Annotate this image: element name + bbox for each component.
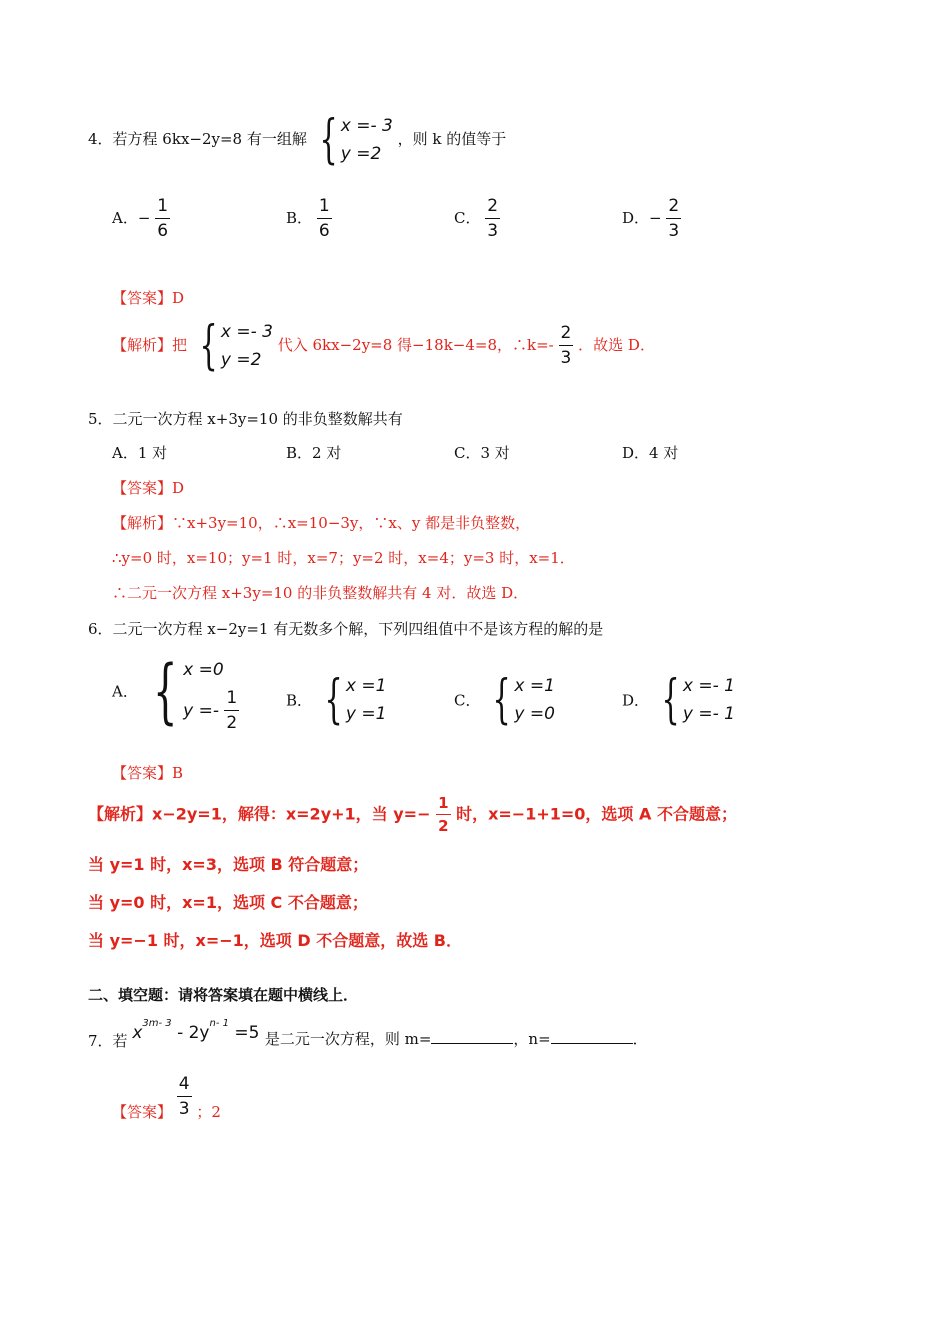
q6-analysis-line1-text: 【解析】x−2y=1，解得：x=2y+1，当 y=− [88, 804, 431, 824]
q6-option-d-system: { x =- 1 y =- 1 [661, 670, 735, 730]
q6-option-b-system: { x =1 y =1 [324, 670, 387, 730]
q5-option-b: B．2 对 [286, 444, 342, 462]
q6-option-b-line2: y =1 [345, 704, 387, 724]
q4-analysis [112, 318, 655, 374]
q6-option-b-label: B． [286, 691, 313, 710]
q7-equation [132, 1018, 265, 1043]
q6-analysis-line2: 当 y=1 时，x=3，选项 B 符合题意； [88, 855, 369, 874]
q4-stem-text: 4．若方程 6kx−2y=8 有一组解 [88, 130, 307, 148]
q5-stem: 5．二元一次方程 x+3y=10 的非负整数解共有 [88, 410, 403, 428]
q4-sys-line2: y =2 [340, 144, 382, 164]
q6-analysis-line1-end: 时，x=−1+1=0，选项 A 不合题意； [456, 804, 737, 824]
q6-analysis-line1 [88, 796, 737, 834]
q5-analysis-line2: ∴y=0 时，x=10；y=1 时，x=7；y=2 时，x=4；y=3 时，x=1． [112, 549, 575, 567]
q4-analysis-body: 代入 6kx−2y=8 得−18k−4=8，∴k=- [277, 336, 554, 354]
q7-stem-mid: 是二元一次方程，则 m= [264, 1030, 432, 1048]
q6-analysis-line3: 当 y=0 时，x=1，选项 C 不合题意； [88, 893, 368, 912]
q4-analysis-fraction: $\frac{2}{3}$ [560, 323, 572, 368]
section-2-heading: 二、填空题：请将答案填在题中横线上． [88, 986, 359, 1004]
q7-answer-fraction: $\frac{4}{3}$ [178, 1074, 190, 1119]
q4-option-d-fraction: $\frac{2}{3}$ [668, 196, 680, 241]
q6-option-c-label: C． [454, 691, 481, 710]
q7-stem [88, 1018, 648, 1051]
q4-option-b [286, 198, 332, 240]
q4-sys-line1: x =- 3 [340, 116, 393, 136]
q6-option-d-line1: x =- 1 [682, 676, 735, 696]
q4-option-a [112, 198, 170, 240]
q5-option-d: D．4 对 [622, 444, 679, 462]
q6-option-d-label: D． [622, 691, 650, 710]
q5-answer: 【答案】D [112, 479, 185, 497]
q4-option-a-fraction: $\frac{1}{6}$ [157, 196, 169, 241]
q7-eq-end: =5 [234, 1023, 260, 1043]
q4-option-b-label: B． [286, 209, 313, 227]
q4-option-b-fraction: $\frac{1}{6}$ [318, 196, 330, 241]
q6-option-d [622, 672, 735, 728]
q6-analysis-line4: 当 y=−1 时，x=−1，选项 D 不合题意，故选 B． [88, 931, 462, 950]
q5-option-a: A．1 对 [112, 444, 168, 462]
q5-analysis-line1: 【解析】∵x+3y=10，∴x=10−3y，∵x、y 都是非负整数， [112, 514, 531, 532]
q4-analysis-sys-line2: y =2 [220, 350, 262, 370]
q6-option-a-line2: y =- [183, 701, 220, 721]
q6-option-c-system: { x =1 y =0 [492, 670, 555, 730]
q7-eq-y-exponent: n- 1 [209, 1018, 229, 1029]
q4-option-c [454, 198, 500, 240]
q6-analysis-fraction: $\frac{1}{2}$ [438, 794, 449, 835]
q4-option-d-label: D．− [622, 209, 662, 227]
q4-equation-system: { x =- 3 y =2 [319, 110, 393, 170]
q5-option-c: C．3 对 [454, 444, 510, 462]
q4-option-d [622, 198, 681, 240]
q7-eq-mid: - 2y [177, 1023, 210, 1043]
q4-stem [88, 112, 506, 168]
q6-option-b [286, 672, 386, 728]
q6-option-a-label: A． [112, 682, 138, 701]
q4-answer: 【答案】D [112, 289, 185, 307]
q7-blank-n[interactable] [551, 1029, 633, 1044]
q5-analysis-line3: ∴二元一次方程 x+3y=10 的非负整数解共有 4 对．故选 D． [112, 584, 529, 602]
q4-stem-tail: ，则 k 的值等于 [397, 130, 507, 148]
q4-analysis-system: { x =- 3 y =2 [199, 316, 273, 376]
q7-number: 7．若 [88, 1032, 128, 1050]
q6-option-c-line1: x =1 [514, 676, 555, 696]
q6-option-a-fraction: $\frac{1}{2}$ [226, 688, 238, 733]
q4-option-c-label: C． [454, 209, 481, 227]
q6-option-a-system: { x =0 y =- $\frac{1}{2}$ [152, 650, 238, 733]
q7-eq-x: x [132, 1023, 143, 1043]
q7-stem-n: ，n= [513, 1030, 551, 1048]
q4-analysis-end: ．故选 D． [578, 336, 655, 354]
q6-option-c-line2: y =0 [514, 704, 555, 724]
q6-option-a-line1: x =0 [183, 660, 224, 680]
q7-answer-label: 【答案】 [112, 1103, 173, 1121]
q4-option-a-label: A．− [112, 209, 151, 227]
q4-analysis-label: 【解析】把 [112, 336, 188, 354]
q6-option-c [454, 672, 555, 728]
q7-answer [112, 1076, 221, 1122]
q4-analysis-sys-line1: x =- 3 [220, 322, 273, 342]
q6-option-d-line2: y =- 1 [682, 704, 735, 724]
q7-stem-end: ． [632, 1030, 648, 1048]
q6-stem: 6．二元一次方程 x−2y=1 有无数多个解，下列四组值中不是该方程的解的是 [88, 620, 604, 638]
q7-answer-end: ；2 [196, 1103, 221, 1121]
q7-blank-m[interactable] [431, 1029, 513, 1044]
q6-option-a [112, 650, 239, 732]
q6-answer: 【答案】B [112, 764, 184, 782]
q4-option-c-fraction: $\frac{2}{3}$ [487, 196, 499, 241]
q7-eq-x-exponent: 3m- 3 [142, 1018, 172, 1029]
q6-option-b-line1: x =1 [345, 676, 387, 696]
